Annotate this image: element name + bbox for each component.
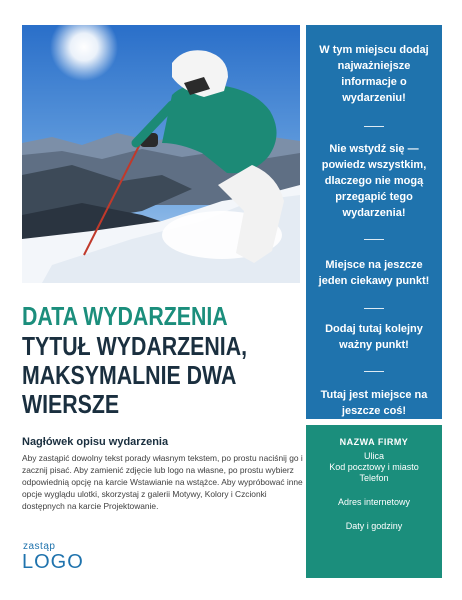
company-name: NAZWA FIRMY <box>339 437 409 447</box>
street: Ulica <box>363 451 384 461</box>
highlight-2: Nie wstydź się — powiedz wszystkim, dlaczego nie mogą przegapić tego wydarzenia! <box>321 143 427 219</box>
highlights-panel <box>306 25 442 419</box>
highlight-4: Dodaj tutaj kolejny ważny punkt! <box>325 323 423 351</box>
divider <box>364 126 384 127</box>
highlight-5: Tutaj jest miejsce na jeszcze coś! <box>320 389 428 417</box>
phone: Telefon <box>359 473 389 483</box>
description-heading: Nagłówek opisu wydarzenia <box>22 436 169 448</box>
description-body: Aby zastąpić dowolny tekst porady własnym tekstem, po prostu naciśnij go i zacznij pisać. Aby zamienić zdjęcie lub logo na własne, po prostu wybierz odpowiednią opcję na karcie Wstawianie na wstążce. Aby wypróbować inne opcje wyglądu ulotki, skorzystaj z galerii Motywy, Kolory i Czcionki dostępnych na karcie Projektowanie. <box>22 453 303 511</box>
divider <box>364 239 384 240</box>
event-photo <box>22 25 300 283</box>
website: Adres internetowy <box>337 497 411 507</box>
highlight-3: Miejsce na jeszcze jeden ciekawy punkt! <box>318 259 430 287</box>
divider <box>364 308 384 309</box>
divider <box>364 371 384 372</box>
dates-times: Daty i godziny <box>345 521 403 531</box>
skier-photo-icon <box>22 25 300 283</box>
logo-caption: zastąp <box>23 541 56 552</box>
postal-city: Kod pocztowy i miasto <box>329 462 419 472</box>
event-title: TYTUŁ WYDARZENIA, MAKSYMALNIE DWA WIERSZE <box>22 331 248 419</box>
event-date: DATA WYDARZENIA <box>22 301 228 331</box>
logo: LOGO <box>22 551 84 573</box>
highlight-1: W tym miejscu dodaj najważniejsze informacje o wydarzeniu! <box>319 44 429 104</box>
contact-panel <box>306 425 442 578</box>
